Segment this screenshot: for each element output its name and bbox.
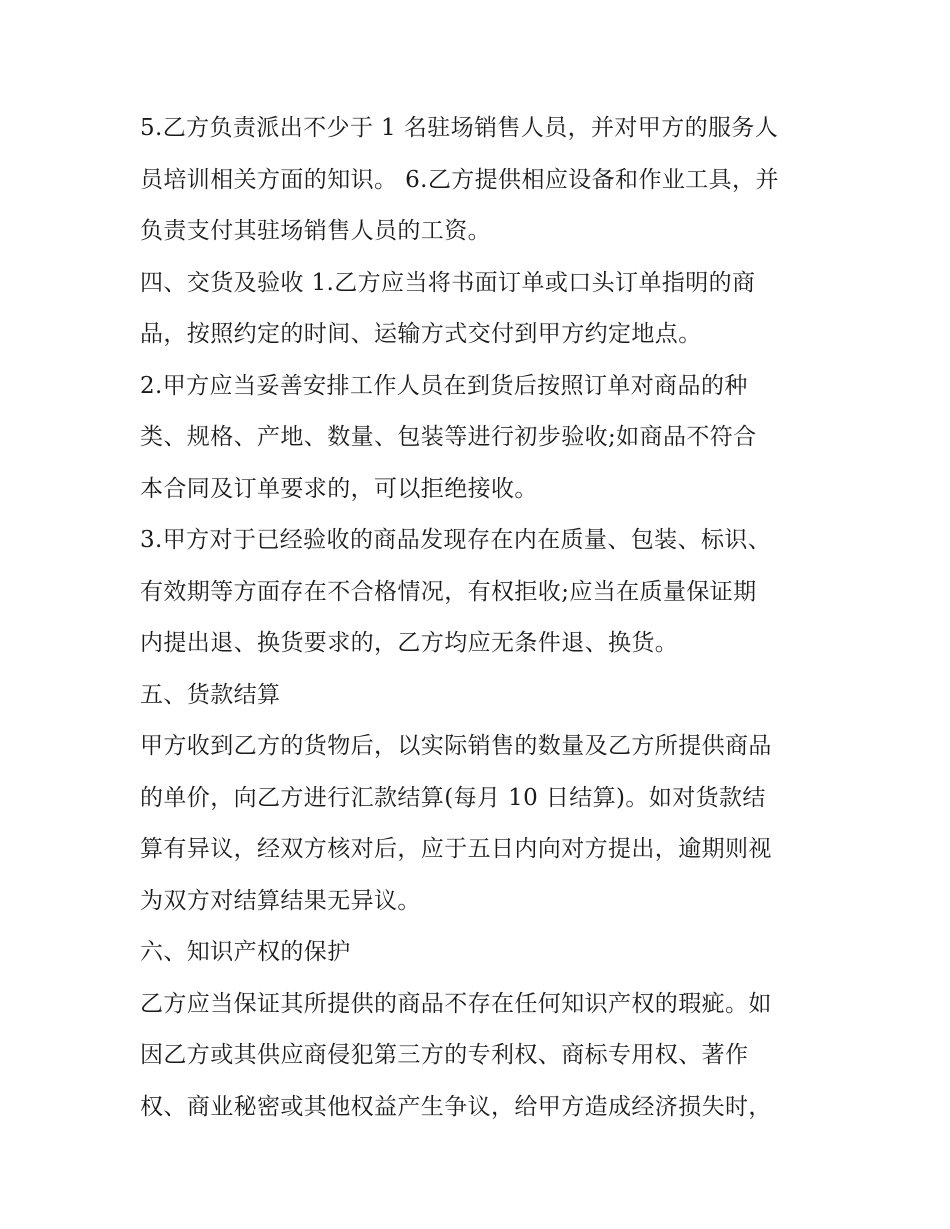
text-line: 有效期等方面存在不合格情况，有权拒收;应当在质量保证期 — [140, 578, 757, 605]
text-line: 负责支付其驻场销售人员的工资。 — [140, 218, 491, 244]
text-line: 的单价，向乙方进行汇款结算(每月 10 日结算)。如对货款结 — [140, 784, 766, 811]
text-line: 3.甲方对于已经验收的商品发现存在内在质量、包装、标识、 — [140, 527, 772, 553]
text-line: 2.甲方应当妥善安排工作人员在到货后按照订单对商品的种 — [140, 372, 748, 399]
text-line: 本合同及订单要求的，可以拒绝接收。 — [140, 475, 538, 502]
section-heading-delivery: 四、交货及验收 1.乙方应当将书面订单或口头订单指明的商 — [140, 269, 756, 296]
text-line: 甲方收到乙方的货物后，以实际销售的数量及乙方所提供商品 — [140, 733, 772, 759]
text-line: 乙方应当保证其所提供的商品不存在任何知识产权的瑕疵。如 — [140, 990, 772, 1017]
text-line: 为双方对结算结果无异议。 — [140, 887, 421, 914]
text-line: 员培训相关方面的知识。 6.乙方提供相应设备和作业工具，并 — [140, 166, 779, 193]
text-line: 内提出退、换货要求的，乙方均应无条件退、换货。 — [140, 630, 679, 656]
text-line: 5.乙方负责派出不少于 1 名驻场销售人员，并对甲方的服务人 — [140, 115, 779, 141]
text-line: 类、规格、产地、数量、包装等进行初步验收;如商品不符合 — [140, 424, 757, 450]
text-line: 算有异议，经双方核对后，应于五日内向对方提出，逾期则视 — [140, 836, 772, 862]
text-line: 品，按照约定的时间、运输方式交付到甲方约定地点。 — [140, 321, 702, 347]
section-heading-payment: 五、货款结算 — [140, 681, 281, 708]
text-line: 因乙方或其供应商侵犯第三方的专利权、商标专用权、著作 — [140, 1042, 749, 1068]
text-line: 权、商业秘密或其他权益产生争议，给甲方造成经济损失时， — [140, 1093, 772, 1120]
contract-text — [140, 103, 815, 1133]
section-heading-ip: 六、知识产权的保护 — [140, 939, 351, 965]
